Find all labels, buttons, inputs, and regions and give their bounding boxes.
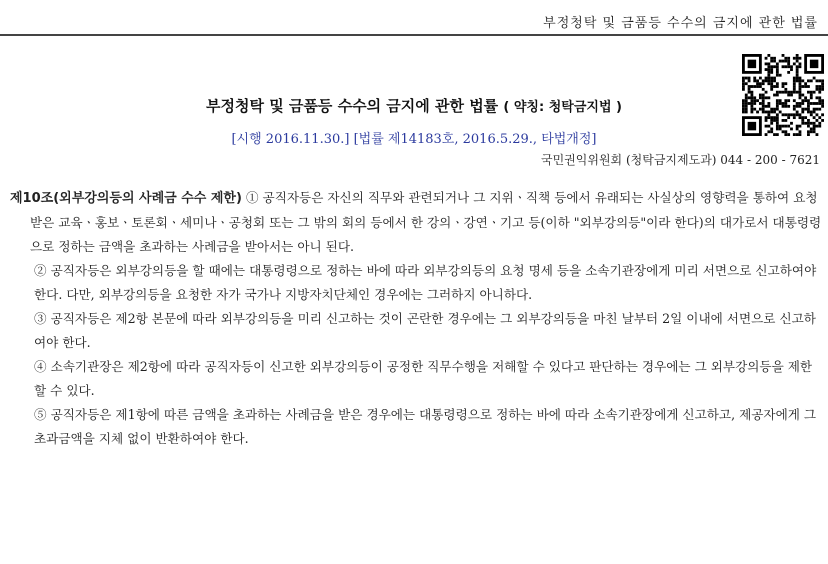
law-title-text: 부정청탁 및 금품등 수수의 금지에 관한 법률 [206,97,499,115]
article-paragraph-5: ⑤ 공직자등은 제1항에 따른 금액을 초과하는 사례금을 받은 경우에는 대통령령으로 정하는 바에 따라 소속기관장에게 신고하고, 제공자에게 그 초과금액을 지체 없이 반환하여야 한다. [34,407,817,446]
article-heading: 제10조(외부강의등의 사례금 수수 제한) [10,191,242,206]
article-10 [10,186,822,451]
ministry-contact: 국민권익위원회 (청탁금지제도과) 044 - 200 - 7621 [541,153,820,167]
header-divider [0,34,828,36]
article-paragraph-3: ③ 공직자등은 제2항 본문에 따라 외부강의등을 미리 신고하는 것이 곤란한 경우에는 그 외부강의등을 마친 날부터 2일 이내에 서면으로 신고하여야 한다. [34,311,816,350]
article-paragraph-2: ② 공직자등은 외부강의등을 할 때에는 대통령령으로 정하는 바에 따라 외부강의등의 요청 명세 등을 소속기관장에게 미리 서면으로 신고하여야 한다. 다만, 외부강의등을 요청한 자가 국가나 지방자치단체인 경우에는 그러하지 아니하다. [34,263,817,302]
running-header-title: 부정청탁 및 금품등 수수의 금지에 관한 법률 [543,16,818,31]
article-paragraph-1 [10,186,822,259]
enforcement-info: [시행 2016.11.30.] [법률 제14183호, 2016.5.29., 타법개정] [231,132,597,147]
paragraph-1-text: ① 공직자등은 자신의 직무와 관련되거나 그 지위ㆍ직책 등에서 유래되는 사실상의 영향력을 통하여 요청받은 교육ㆍ홍보ㆍ토론회ㆍ세미나ㆍ공청회 또는 그 밖의 회의 등에서 한 강의ㆍ강연ㆍ기고 등(이하 "외부강의등"이라 한다)의 대가로서 대통령령으로 정하는 금액을 초과하는 사례금을 받아서는 아니 된다. [30,190,822,254]
law-abbreviation: ( 약칭: 청탁금지법 ) [503,100,622,115]
article-paragraph-4: ④ 소속기관장은 제2항에 따라 공직자등이 신고한 외부강의등이 공정한 직무수행을 저해할 수 있다고 판단하는 경우에는 그 외부강의등을 제한할 수 있다. [34,359,813,398]
law-title [0,95,828,116]
